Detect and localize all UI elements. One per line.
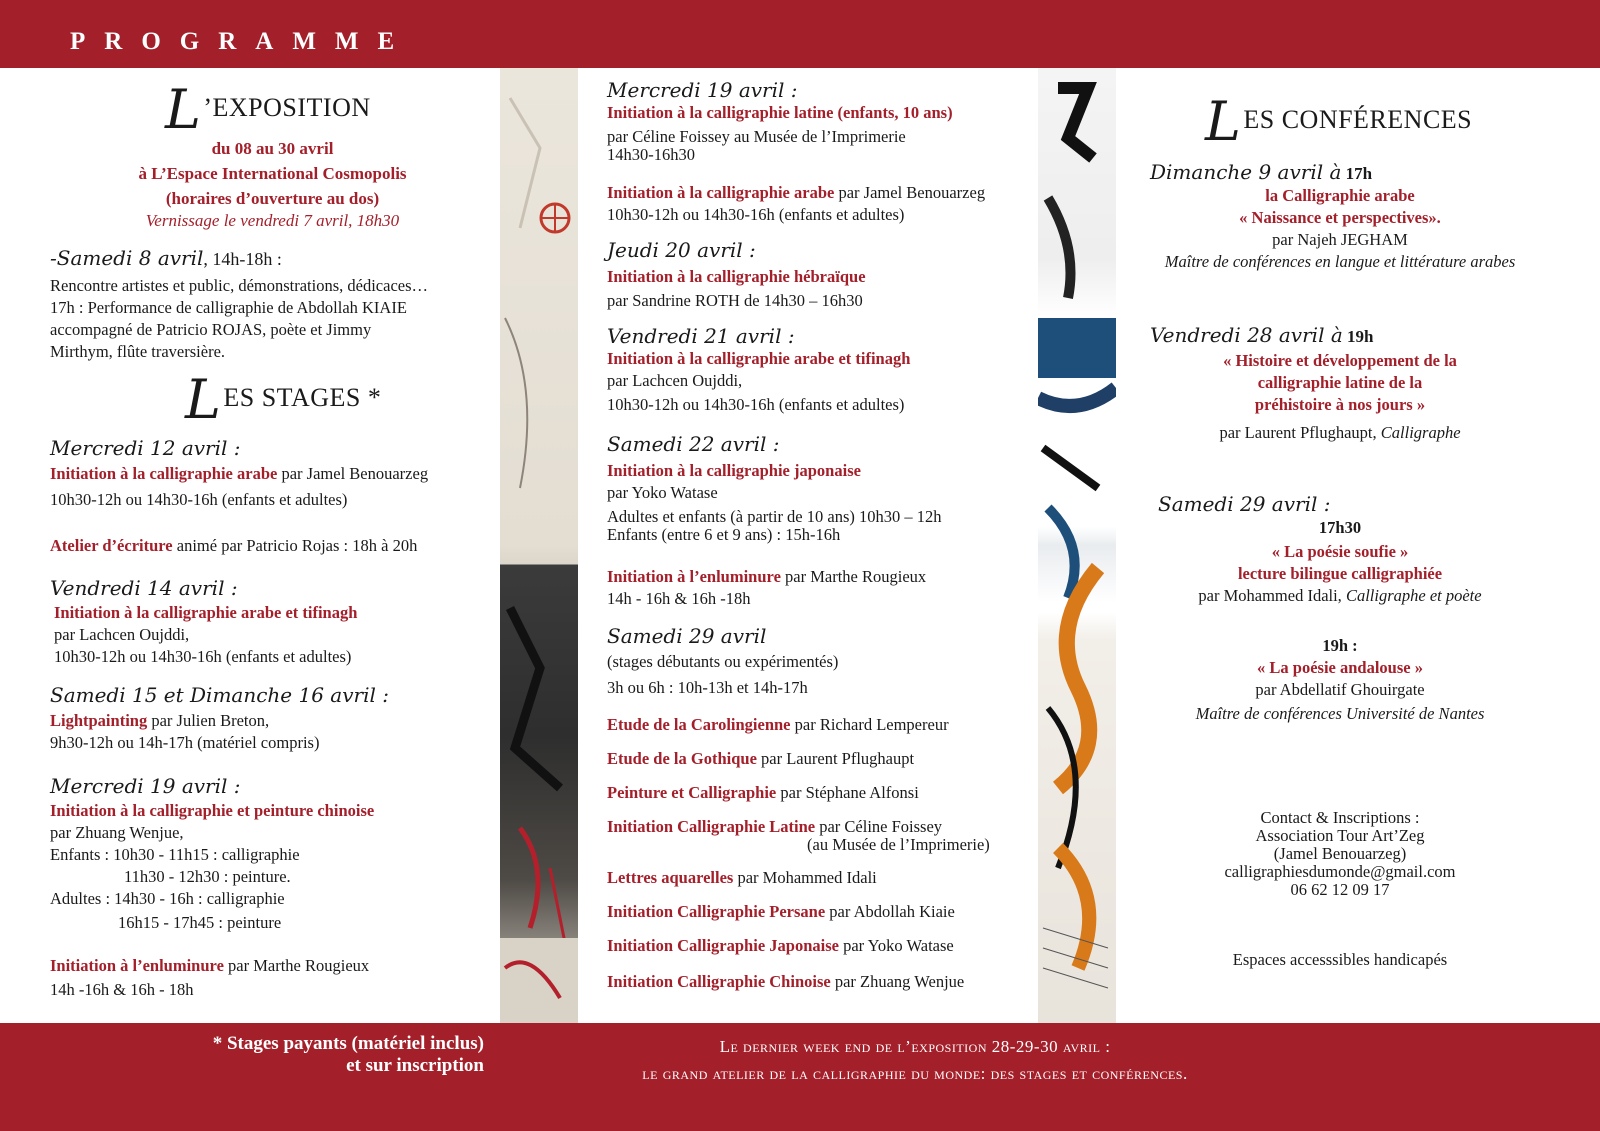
conf-3-time: 17h30 bbox=[1318, 518, 1362, 537]
middle-day-samedi-29: Samedi 29 avril bbox=[607, 624, 767, 648]
samedi-8-line-2: 17h : Performance de calligraphie de Abdollah KIAIE bbox=[50, 298, 407, 317]
calligraphy-image-strip-left bbox=[500, 68, 578, 1023]
calligraphy-image-strip-right bbox=[1038, 68, 1116, 1023]
programme-title: PROGRAMME bbox=[70, 28, 414, 55]
conf-2-title-1: « Histoire et développement de la bbox=[1223, 351, 1457, 370]
conf-4-title: « La poésie andalouse » bbox=[1257, 658, 1423, 677]
middle-arabe-19: Initiation à la calligraphie arabe par Jamel Benouarzeg bbox=[607, 183, 986, 202]
stage-arabe-tifinagh-14: Initiation à la calligraphie arabe et tifinagh bbox=[54, 603, 358, 622]
conf-2-title-2: calligraphie latine de la bbox=[1257, 373, 1423, 392]
conf-3-date: Samedi 29 avril : bbox=[1158, 492, 1331, 516]
conf-3-speaker: par Mohammed Idali, Calligraphe et poète bbox=[1198, 586, 1482, 605]
stage-arabe-12-hours: 10h30-12h ou 14h30-16h (enfants et adultes) bbox=[50, 490, 348, 509]
samedi-8-line-1: Rencontre artistes et public, démonstrations, dédicaces… bbox=[50, 276, 429, 295]
conf-2-speaker: par Laurent Pflughaupt, Calligraphe bbox=[1219, 423, 1461, 442]
contact-phone: 06 62 12 09 17 bbox=[1290, 880, 1390, 899]
stage-chinoise-enfants-2: 11h30 - 12h30 : peinture. bbox=[124, 867, 291, 886]
middle-day-jeudi-20: Jeudi 20 avril : bbox=[607, 238, 756, 262]
conferences-heading: LES CONFÉRENCES bbox=[1205, 90, 1473, 153]
conf-4-role: Maître de conférences Université de Nantes bbox=[1195, 704, 1485, 723]
conf-1-date: Dimanche 9 avril à 17h bbox=[1150, 160, 1373, 184]
stage-chinoise: Initiation à la calligraphie et peinture chinoise bbox=[50, 801, 375, 820]
workshop-chinoise: Initiation Calligraphie Chinoise par Zhuang Wenjue bbox=[607, 972, 965, 991]
footer-bar bbox=[0, 1023, 1600, 1131]
stage-lightpainting-hours: 9h30-12h ou 14h-17h (matériel compris) bbox=[50, 733, 320, 752]
calligraphy-artwork-right bbox=[1038, 68, 1116, 1023]
workshop-aquarelles: Lettres aquarelles par Mohammed Idali bbox=[607, 868, 877, 887]
stages-heading: LES STAGES * bbox=[185, 368, 382, 431]
middle-japonaise-enfants: Enfants (entre 6 et 9 ans) : 15h-16h bbox=[607, 525, 841, 544]
accessibility-note: Espaces accesssibles handicapés bbox=[1232, 950, 1448, 969]
middle-hebraique-by: par Sandrine ROTH de 14h30 – 16h30 bbox=[607, 291, 863, 310]
exposition-hours: (horaires d’ouverture au dos) bbox=[165, 189, 380, 208]
middle-29-note: (stages débutants ou expérimentés) bbox=[607, 652, 839, 671]
stage-14-by: par Lachcen Oujddi, bbox=[54, 625, 190, 644]
stage-lightpainting: Lightpainting par Julien Breton, bbox=[50, 711, 270, 730]
middle-enluminure-22: Initiation à l’enluminure par Marthe Rougieux bbox=[607, 567, 927, 586]
workshop-latine: Initiation Calligraphie Latine par Céline Foissey bbox=[607, 817, 943, 836]
conf-1-title-1: la Calligraphie arabe bbox=[1265, 186, 1415, 205]
contact-association: Association Tour Art’Zeg bbox=[1255, 826, 1425, 845]
samedi-8-line-3: accompagné de Patricio ROJAS, poète et Jimmy bbox=[50, 320, 372, 339]
exposition-place: à L’Espace International Cosmopolis bbox=[138, 164, 407, 183]
conf-2-date: Vendredi 28 avril à 19h bbox=[1150, 323, 1374, 347]
conf-1-title-2: « Naissance et perspectives». bbox=[1239, 208, 1441, 227]
middle-21-by: par Lachcen Oujddi, bbox=[607, 371, 743, 390]
middle-21-hours: 10h30-12h ou 14h30-16h (enfants et adultes) bbox=[607, 395, 905, 414]
workshop-persane: Initiation Calligraphie Persane par Abdollah Kiaie bbox=[607, 902, 955, 921]
contact-email: calligraphiesdumonde@gmail.com bbox=[1224, 862, 1456, 881]
middle-latine-by: par Céline Foissey au Musée de l’Imprimerie bbox=[607, 127, 906, 146]
stage-14-hours: 10h30-12h ou 14h30-16h (enfants et adultes) bbox=[54, 647, 352, 666]
middle-day-vendredi-21: Vendredi 21 avril : bbox=[607, 324, 795, 348]
conf-3-title-2: lecture bilingue calligraphiée bbox=[1237, 564, 1443, 583]
stage-atelier-ecriture: Atelier d’écriture animé par Patricio Rojas : 18h à 20h bbox=[50, 536, 418, 555]
middle-latine-hours: 14h30-16h30 bbox=[607, 145, 695, 164]
samedi-8-line-4: Mirthym, flûte traversière. bbox=[50, 342, 226, 361]
middle-arabe-tifinagh-21: Initiation à la calligraphie arabe et tifinagh bbox=[607, 349, 911, 368]
middle-29-hours: 3h ou 6h : 10h-13h et 14h-17h bbox=[607, 678, 808, 697]
exposition-dates: du 08 au 30 avril bbox=[211, 139, 334, 158]
middle-hebraique: Initiation à la calligraphie hébraïque bbox=[607, 267, 866, 286]
stage-arabe-12: Initiation à la calligraphie arabe par Jamel Benouarzeg bbox=[50, 464, 429, 483]
calligraphy-artwork-left bbox=[500, 68, 578, 1023]
conf-1-speaker: par Najeh JEGHAM bbox=[1272, 230, 1408, 249]
stages-day-mercredi-19: Mercredi 19 avril : bbox=[50, 774, 241, 798]
middle-day-samedi-22: Samedi 22 avril : bbox=[607, 432, 780, 456]
stages-day-vendredi-14: Vendredi 14 avril : bbox=[50, 576, 238, 600]
vernissage: Vernissage le vendredi 7 avril, 18h30 bbox=[145, 211, 400, 230]
workshop-peinture: Peinture et Calligraphie par Stéphane Alfonsi bbox=[607, 783, 919, 802]
conf-2-title-3: préhistoire à nos jours » bbox=[1254, 395, 1426, 414]
middle-arabe-19-hours: 10h30-12h ou 14h30-16h (enfants et adultes) bbox=[607, 205, 905, 224]
stage-chinoise-adultes-1: Adultes : 14h30 - 16h : calligraphie bbox=[50, 889, 285, 908]
conf-4-time: 19h : bbox=[1322, 636, 1358, 655]
stages-day-mercredi-12: Mercredi 12 avril : bbox=[50, 436, 241, 460]
header-bar bbox=[0, 0, 1600, 68]
stage-chinoise-adultes-2: 16h15 - 17h45 : peinture bbox=[118, 913, 282, 932]
stage-enluminure-19-hours: 14h -16h & 16h - 18h bbox=[50, 980, 194, 999]
workshop-latine-place: (au Musée de l’Imprimerie) bbox=[807, 835, 990, 854]
conf-1-role: Maître de conférences en langue et littérature arabes bbox=[1164, 252, 1516, 271]
contact-person: (Jamel Benouarzeg) bbox=[1273, 844, 1407, 863]
conf-3-title-1: « La poésie soufie » bbox=[1271, 542, 1409, 561]
middle-japonaise-by: par Yoko Watase bbox=[607, 483, 718, 502]
middle-latine-enfants: Initiation à la calligraphie latine (enfants, 10 ans) bbox=[607, 103, 953, 122]
final-weekend-note: Le dernier week end de l’exposition 28-29-30 avril : le grand atelier de la calligraphie du monde: des stages et conférences. bbox=[642, 1037, 1188, 1083]
exposition-heading: L’EXPOSITION bbox=[165, 78, 371, 141]
middle-japonaise-adultes: Adultes et enfants (à partir de 10 ans) 10h30 – 12h bbox=[607, 507, 942, 526]
workshop-japonaise: Initiation Calligraphie Japonaise par Yoko Watase bbox=[607, 936, 954, 955]
stage-chinoise-by: par Zhuang Wenjue, bbox=[50, 823, 184, 842]
stage-enluminure-19: Initiation à l’enluminure par Marthe Rougieux bbox=[50, 956, 370, 975]
conf-4-speaker: par Abdellatif Ghouirgate bbox=[1255, 680, 1425, 699]
workshop-carolingienne: Etude de la Carolingienne par Richard Lempereur bbox=[607, 715, 949, 734]
middle-enluminure-22-hours: 14h - 16h & 16h -18h bbox=[607, 589, 751, 608]
stage-chinoise-enfants-1: Enfants : 10h30 - 11h15 : calligraphie bbox=[50, 845, 300, 864]
stages-payants-note: * Stages payants (matériel inclus) et sur inscription bbox=[212, 1033, 484, 1076]
samedi-8-heading: -Samedi 8 avril, 14h-18h : bbox=[50, 246, 282, 270]
workshop-gothique: Etude de la Gothique par Laurent Pflughaupt bbox=[607, 749, 915, 768]
middle-day-mercredi-19: Mercredi 19 avril : bbox=[607, 78, 798, 102]
middle-japonaise: Initiation à la calligraphie japonaise bbox=[607, 461, 861, 480]
stages-day-samedi-15: Samedi 15 et Dimanche 16 avril : bbox=[50, 683, 389, 707]
contact-label: Contact & Inscriptions : bbox=[1260, 808, 1420, 827]
